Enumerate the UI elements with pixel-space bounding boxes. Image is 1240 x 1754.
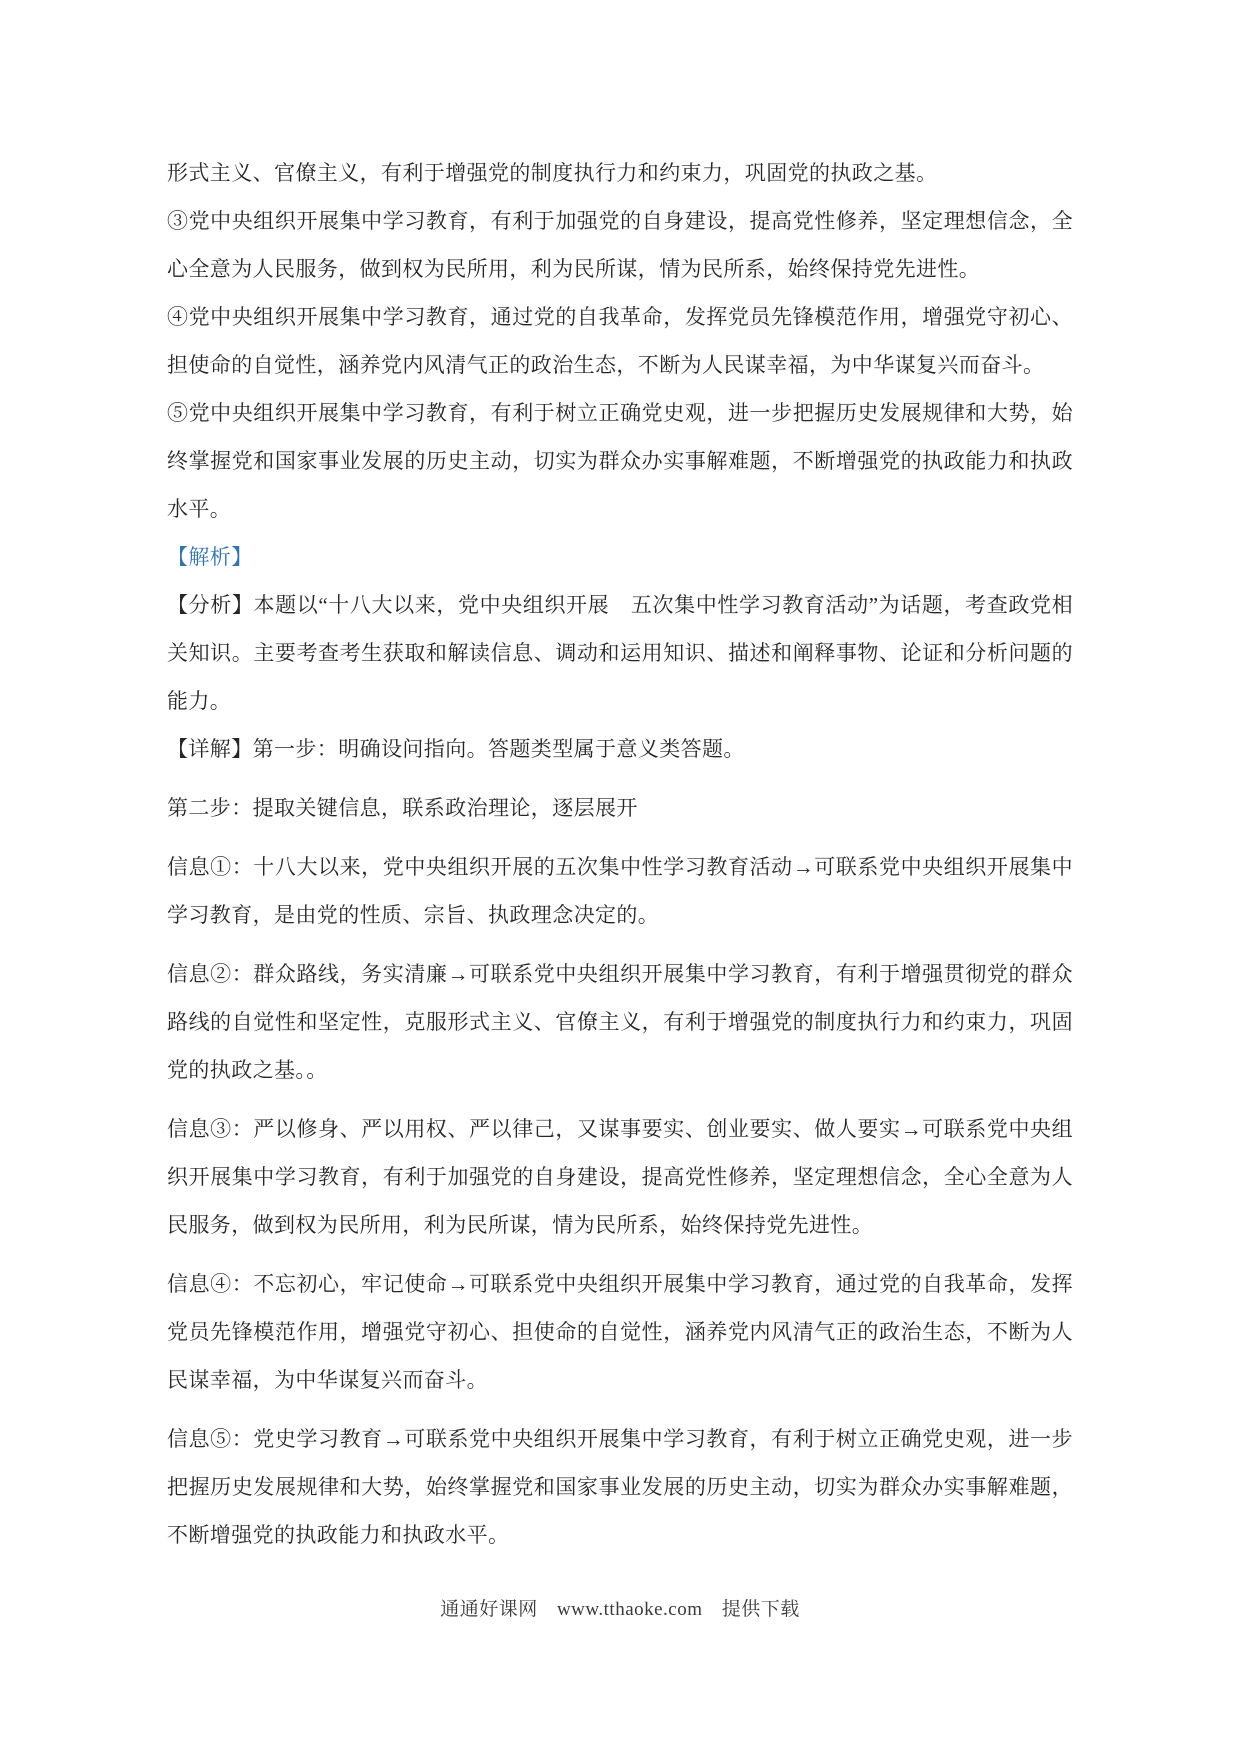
- info-point-3: 信息③：严以修身、严以用权、严以律己，又谋事要实、创业要实、做人要实→可联系党中央组织开展集中学习教育，有利于加强党的自身建设，提高党性修养，坚定理想信念，全心全意为人民服务，做到权为民所用，利为民所谋，情为民所系，始终保持党先进性。: [167, 1117, 1073, 1237]
- answer-point-5: ⑤党中央组织开展集中学习教育，有利于树立正确党史观，进一步把握历史发展规律和大势，始终掌握党和国家事业发展的历史主动，切实为群众办实事解难题，不断增强党的执政能力和执政水平。: [167, 401, 1073, 521]
- answer-point-4: ④党中央组织开展集中学习教育，通过党的自我革命，发挥党员先锋模范作用，增强党守初心、担使命的自觉性，涵养党内风清气正的政治生态，不断为人民谋幸福，为中华谋复兴而奋斗。: [167, 305, 1073, 377]
- analysis-section-header: 【解析】: [167, 545, 253, 569]
- info-point-2: 信息②：群众路线，务实清廉→可联系党中央组织开展集中学习教育，有利于增强贯彻党的群众路线的自觉性和坚定性，克服形式主义、官僚主义，有利于增强党的制度执行力和约束力，巩固党的执政之基。。: [167, 962, 1073, 1082]
- detail-step-2: 第二步：提取关键信息，联系政治理论，逐层展开: [167, 796, 638, 820]
- detail-step-1: 【详解】第一步：明确设问指向。答题类型属于意义类答题。: [167, 737, 745, 761]
- footer-url: www.tthaoke.com: [556, 1599, 703, 1620]
- page-footer: [0, 1594, 1240, 1621]
- answer-point-3: ③党中央组织开展集中学习教育，有利于加强党的自身建设，提高党性修养，坚定理想信念，全心全意为人民服务，做到权为民所用，利为民所谋，情为民所系，始终保持党先进性。: [167, 209, 1073, 281]
- document-body: [167, 149, 1073, 1559]
- info-point-4: 信息④：不忘初心，牢记使命→可联系党中央组织开展集中学习教育，通过党的自我革命，发挥党员先锋模范作用，增强党守初心、担使命的自觉性，涵养党内风清气正的政治生态，不断为人民谋幸福，为中华谋复兴而奋斗。: [167, 1272, 1073, 1392]
- info-point-1: 信息①：十八大以来，党中央组织开展的五次集中性学习教育活动→可联系党中央组织开展集中学习教育，是由党的性质、宗旨、执政理念决定的。: [167, 855, 1073, 927]
- answer-point-2-continuation: 形式主义、官僚主义，有利于增强党的制度执行力和约束力，巩固党的执政之基。: [167, 161, 938, 185]
- footer-action-text: 提供下载: [721, 1599, 800, 1620]
- analysis-overview-paragraph: 【分析】本题以“十八大以来，党中央组织开展 五次集中性学习教育活动”为话题，考查政党相关知识。主要考查考生获取和解读信息、调动和运用知识、描述和阐释事物、论证和分析问题的能力。: [167, 593, 1073, 713]
- info-point-5: 信息⑤：党史学习教育→可联系党中央组织开展集中学习教育，有利于树立正确党史观，进一步把握历史发展规律和大势，始终掌握党和国家事业发展的历史主动，切实为群众办实事解难题，不断增强党的执政能力和执政水平。: [167, 1427, 1073, 1547]
- footer-site-name: 通通好课网: [440, 1599, 538, 1620]
